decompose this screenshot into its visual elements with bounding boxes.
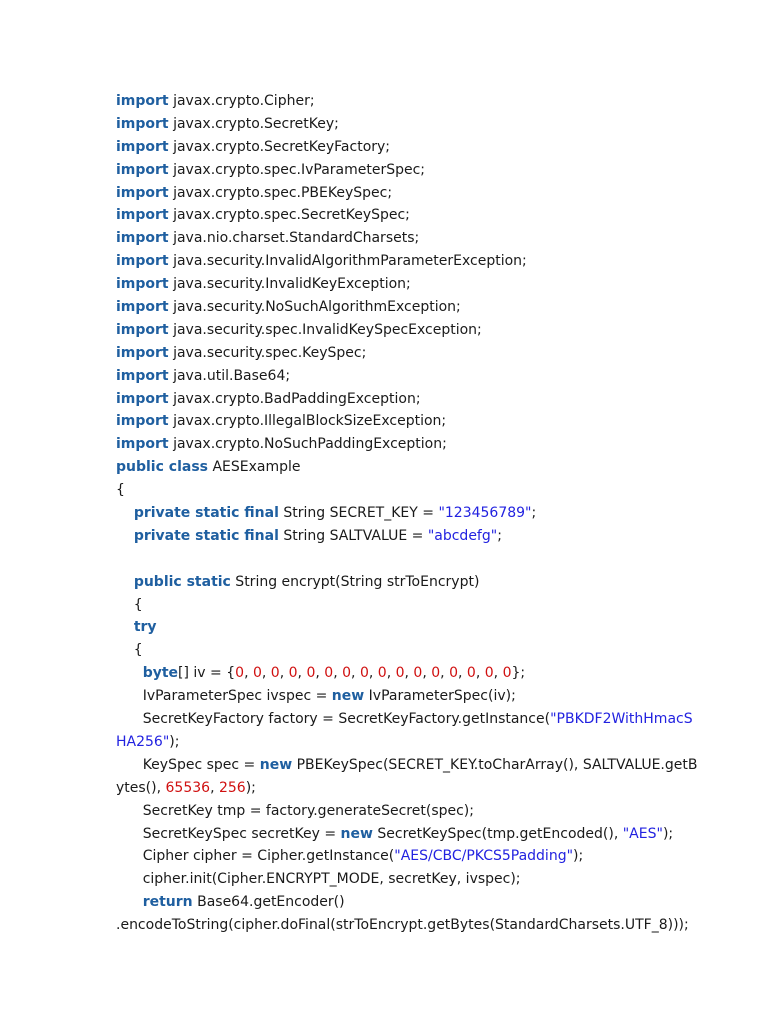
code-line [116, 204, 716, 227]
keyword-token: private static final [133, 527, 279, 544]
number-literal: 0 [252, 665, 262, 682]
code-text: javax.crypto.SecretKeyFactory; [168, 138, 391, 155]
code-text: java.security.InvalidAlgorithmParameterException; [168, 253, 527, 270]
code-text: ); [245, 779, 256, 796]
keyword-token: import [116, 161, 169, 178]
keyword-token: import [116, 93, 169, 109]
code-line [116, 777, 716, 800]
code-text: KeySpec spec = [116, 756, 260, 773]
code-line [116, 159, 716, 182]
code-text: [] iv = { [178, 665, 236, 682]
code-listing [116, 90, 716, 937]
code-line [116, 868, 716, 891]
code-line [116, 662, 716, 685]
keyword-token: try [133, 619, 157, 636]
code-line [116, 250, 716, 273]
code-text: SecretKey tmp = factory.generateSecret(spec); [116, 802, 474, 819]
code-line [116, 639, 716, 662]
keyword-token: import [116, 184, 169, 201]
number-literal: 0 [342, 665, 352, 682]
keyword-token: new [340, 825, 373, 842]
keyword-token: new [259, 756, 293, 773]
keyword-token: import [116, 367, 169, 384]
keyword-token: import [116, 138, 169, 155]
code-text [116, 665, 143, 681]
keyword-token: import [116, 390, 169, 407]
code-text: Cipher cipher = Cipher.getInstance( [116, 848, 395, 865]
code-text: ; [531, 505, 537, 522]
number-literal: 0 [395, 665, 405, 682]
code-text: , [440, 665, 450, 682]
code-line [116, 342, 716, 365]
code-text: java.security.spec.InvalidKeySpecException; [168, 321, 482, 338]
code-text: java.security.spec.KeySpec; [168, 344, 367, 361]
code-text: , [297, 665, 307, 682]
code-text [116, 505, 134, 521]
code-line [116, 410, 716, 433]
code-line [116, 754, 716, 777]
code-text: , [493, 665, 503, 682]
code-line [116, 90, 716, 113]
code-text: .encodeToString(cipher.doFinal(strToEncrypt.getBytes(StandardCharsets.UTF_8))); [116, 917, 689, 934]
keyword-token: import [116, 230, 169, 247]
keyword-token: import [116, 299, 169, 316]
string-literal: "abcdefg" [427, 527, 498, 544]
code-text: ytes(), [116, 779, 166, 796]
code-line [116, 113, 716, 136]
keyword-token: import [116, 344, 169, 361]
code-text: , [458, 665, 467, 682]
code-text: , [279, 665, 289, 682]
code-line [116, 823, 716, 846]
code-text: { [116, 482, 125, 499]
string-literal: HA256" [116, 733, 170, 750]
code-line [116, 548, 716, 571]
code-line [116, 525, 716, 548]
code-text: javax.crypto.BadPaddingException; [168, 390, 421, 407]
code-line [116, 479, 716, 502]
code-text: , [261, 665, 271, 682]
code-text: , [333, 665, 343, 682]
code-text: , [244, 665, 253, 682]
keyword-token: import [116, 207, 169, 224]
code-text: ); [169, 733, 180, 750]
code-text: , [210, 779, 219, 796]
code-text: java.util.Base64; [168, 367, 291, 384]
code-text: , [315, 665, 325, 682]
code-text: , [351, 665, 360, 682]
code-line [116, 136, 716, 159]
code-text: { [116, 596, 143, 613]
string-literal: "PBKDF2WithHmacS [550, 711, 693, 728]
code-text: AESExample [208, 459, 301, 476]
code-text: PBEKeySpec(SECRET_KEY.toCharArray(), SALTVALUE.getB [292, 756, 698, 773]
number-literal: 0 [502, 665, 512, 682]
code-line [116, 273, 716, 296]
code-line [116, 296, 716, 319]
code-line [116, 571, 716, 594]
code-line [116, 708, 716, 731]
code-text: ; [497, 527, 502, 544]
code-text: javax.crypto.IllegalBlockSizeException; [168, 413, 447, 430]
code-text: String SECRET_KEY = [278, 505, 439, 522]
number-literal: 0 [288, 665, 298, 682]
keyword-token: import [116, 276, 169, 293]
keyword-token: import [116, 436, 169, 453]
code-text: SecretKeyFactory factory = SecretKeyFactory.getInstance( [116, 711, 551, 728]
code-text: Base64.getEncoder() [192, 894, 345, 911]
string-literal: "AES/CBC/PKCS5Padding" [394, 848, 574, 865]
code-text: cipher.init(Cipher.ENCRYPT_MODE, secretKey, ivspec); [116, 871, 521, 888]
code-line [116, 365, 716, 388]
code-text: , [368, 665, 378, 682]
keyword-token: import [116, 413, 169, 430]
code-text [116, 894, 143, 910]
keyword-token: import [116, 321, 169, 338]
number-literal: 0 [270, 665, 280, 682]
code-line [116, 616, 716, 639]
code-text: , [422, 665, 432, 682]
code-text: javax.crypto.SecretKey; [168, 115, 339, 132]
code-text: javax.crypto.spec.SecretKeySpec; [168, 207, 410, 224]
number-literal: 65536 [165, 779, 211, 796]
keyword-token: return [142, 894, 193, 911]
number-literal: 0 [413, 665, 423, 682]
keyword-token: byte [142, 665, 179, 682]
number-literal: 0 [377, 665, 387, 682]
keyword-token: public static [133, 573, 231, 590]
code-line [116, 914, 716, 937]
code-text [116, 574, 134, 590]
code-text: java.security.NoSuchAlgorithmException; [168, 299, 461, 316]
code-text: javax.crypto.spec.IvParameterSpec; [168, 161, 426, 178]
code-text: String SALTVALUE = [278, 527, 428, 544]
code-text: String encrypt(String strToEncrypt) [230, 573, 480, 590]
number-literal: 0 [324, 665, 334, 682]
code-line [116, 800, 716, 823]
number-literal: 0 [235, 665, 245, 682]
number-literal: 0 [466, 665, 476, 682]
keyword-token: import [116, 253, 169, 270]
code-text: javax.crypto.spec.PBEKeySpec; [168, 184, 393, 201]
keyword-token: public class [116, 459, 208, 476]
code-line [116, 388, 716, 411]
number-literal: 0 [484, 665, 494, 682]
keyword-token: private static final [133, 505, 279, 522]
string-literal: "123456789" [438, 505, 532, 522]
code-text: IvParameterSpec ivspec = [116, 688, 332, 705]
string-literal: "AES" [622, 825, 663, 842]
code-text: ); [662, 825, 674, 842]
code-text: java.security.InvalidKeyException; [168, 276, 411, 293]
code-line [116, 845, 716, 868]
code-text: SecretKeySpec(tmp.getEncoded(), [372, 825, 623, 842]
number-literal: 0 [449, 665, 458, 682]
code-line [116, 182, 716, 205]
code-text: IvParameterSpec(iv); [364, 688, 516, 705]
number-literal: 0 [431, 665, 441, 682]
code-line [116, 433, 716, 456]
code-text: { [116, 642, 143, 659]
number-literal: 256 [218, 779, 246, 796]
code-text: javax.crypto.Cipher; [168, 93, 315, 109]
code-text: , [404, 665, 414, 682]
code-text: SecretKeySpec secretKey = [116, 825, 341, 842]
code-line [116, 319, 716, 342]
code-text: javax.crypto.NoSuchPaddingException; [168, 436, 447, 453]
code-text: , [386, 665, 396, 682]
number-literal: 0 [359, 665, 369, 682]
code-line [116, 731, 716, 754]
code-line [116, 227, 716, 250]
code-line [116, 891, 716, 914]
code-text: ); [573, 848, 584, 865]
code-text [116, 619, 134, 635]
code-text: java.nio.charset.StandardCharsets; [168, 230, 420, 247]
code-text [116, 528, 134, 544]
number-literal: 0 [306, 665, 316, 682]
code-text: }; [511, 665, 526, 682]
code-line [116, 594, 716, 617]
keyword-token: new [331, 688, 365, 705]
code-line [116, 502, 716, 525]
code-line [116, 456, 716, 479]
code-line [116, 685, 716, 708]
code-text: , [475, 665, 485, 682]
keyword-token: import [116, 115, 169, 132]
